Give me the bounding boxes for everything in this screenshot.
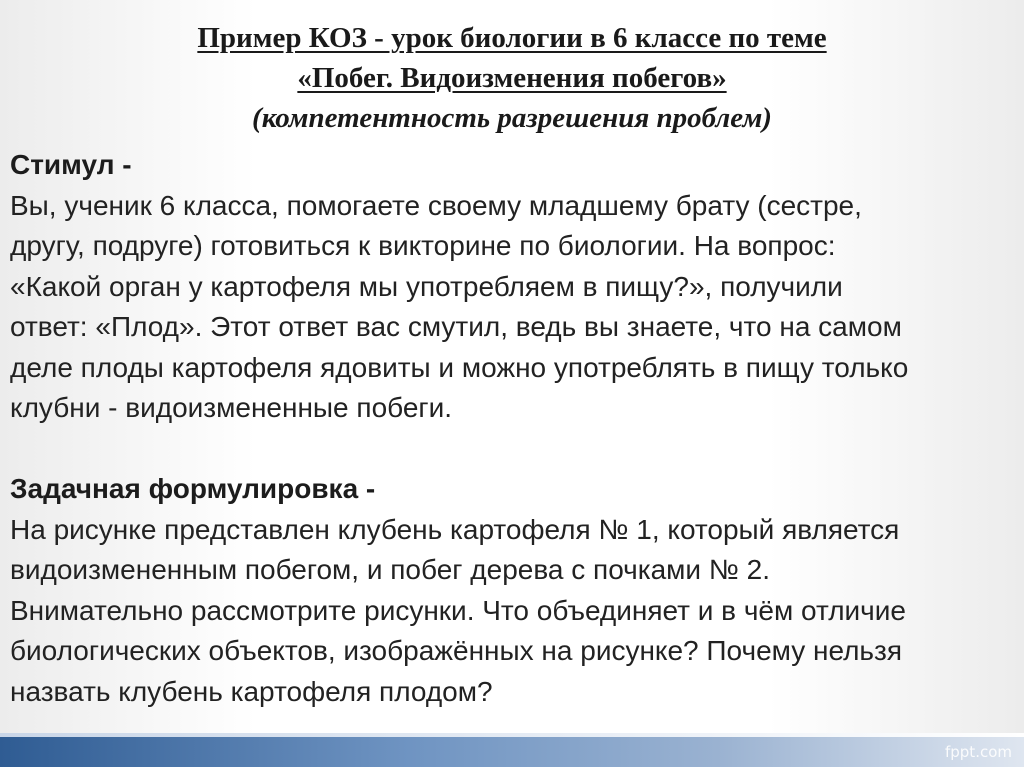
stimulus-line: Вы, ученик 6 класса, помогаете своему младшему брату (сестре, [10, 189, 862, 221]
stimulus-line: клубни - видоизмененные побеги. [10, 392, 453, 423]
title-line-1: Пример КОЗ - урок биологии в 6 классе по теме [197, 22, 827, 54]
task-line: видоизмененным побегом, и побег дерева с почками № 2. [10, 554, 771, 585]
slide-title [0, 18, 1024, 138]
task-line: биологических объектов, изображённых на рисунке? Почему нельзя [10, 635, 903, 666]
stimulus-line: ответ: «Плод». Этот ответ вас смутил, ведь вы знаете, что на самом [10, 311, 902, 342]
fppt-watermark: fppt.com [944, 743, 1012, 761]
stimulus-heading: Стимул - [10, 149, 132, 180]
footer-bar [0, 737, 1024, 767]
paragraph-gap [10, 429, 1010, 470]
slide-body [10, 145, 1010, 712]
title-line-3: (компетентность разрешения проблем) [252, 102, 772, 134]
title-line-2: «Побег. Видоизменения побегов» [297, 62, 727, 94]
task-heading: Задачная формулировка - [10, 473, 376, 504]
stimulus-line: деле плоды картофеля ядовиты и можно употреблять в пищу только [10, 351, 909, 383]
stimulus-line: другу, подруге) готовиться к викторине по биологии. На вопрос: [10, 230, 836, 261]
task-line: Внимательно рассмотрите рисунки. Что объединяет и в чём отличие [10, 594, 906, 626]
stimulus-line: «Какой орган у картофеля мы употребляем в пищу?», получили [10, 270, 843, 302]
task-line: назвать клубень картофеля плодом? [10, 675, 493, 707]
task-line: На рисунке представлен клубень картофеля № 1, который является [10, 513, 900, 545]
